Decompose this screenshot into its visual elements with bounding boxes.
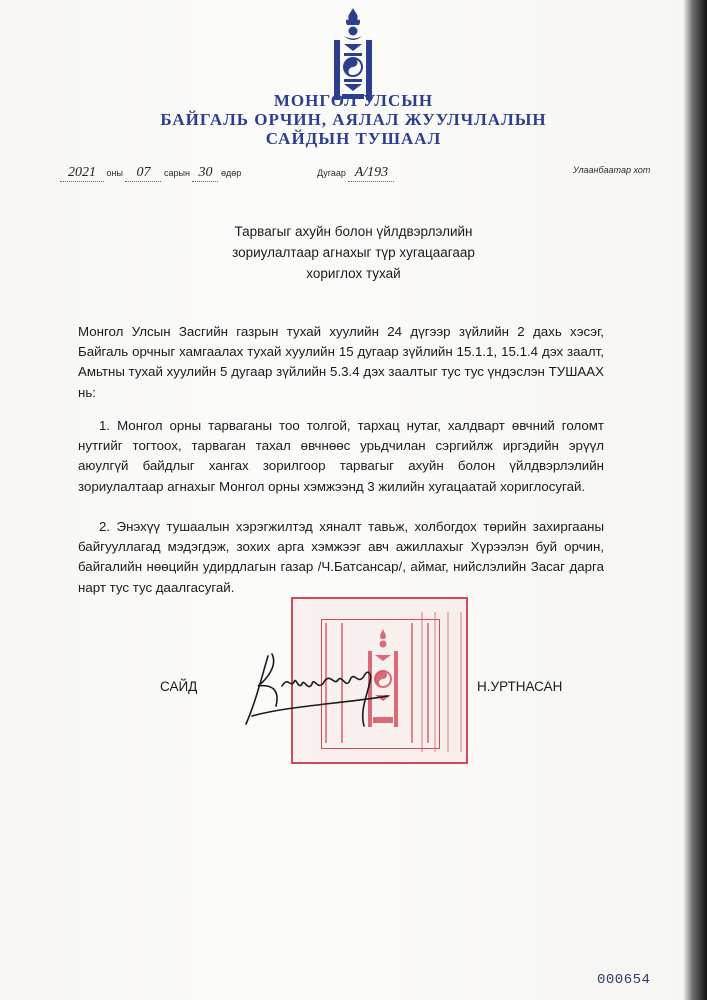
handwritten-signature [238, 646, 408, 736]
seal-script-column [427, 623, 447, 743]
soyombo-emblem-icon [326, 6, 380, 102]
date-year: 2021 [60, 165, 104, 182]
seal-ink-trace [447, 612, 449, 752]
number-label: Дугаар [317, 168, 346, 178]
subject-line-3: хориглох тухай [306, 266, 401, 281]
day-label: өдөр [220, 168, 242, 178]
signatory-name: Н.УРТНАСАН [477, 679, 563, 694]
signatory-title: САЙД [160, 679, 198, 694]
header-country: МОНГОЛ УЛСЫН [273, 91, 434, 110]
subject-line-1: Тарвагыг ахуйн болон үйлдвэрлэлийн [234, 224, 473, 239]
subject-line-2: зориулалтаар агнахыг түр хугацаагаар [232, 245, 475, 260]
number-line [317, 165, 394, 182]
order-subject [0, 221, 707, 284]
scan-edge-shadow [683, 0, 707, 1000]
date-month: 07 [125, 165, 161, 182]
date-day: 30 [192, 165, 218, 182]
header-order-title: САЙДЫН ТУШААЛ [265, 129, 442, 148]
seal-ink-trace [460, 612, 462, 752]
year-label: оны [106, 168, 123, 178]
order-item-1: 1. Монгол орны тарваганы тоо толгой, тархац нутаг, халдварт өвчний голомт нутгийг тогтоох, тарваган тахал өвчнөөс урьдчилан сэргийлж иргэдийн эрүүл аюулгүй байдлыг хангах зорилгоор тарвагыг ахуйн болон үйлдвэрлэлийн зориулалтаар агнахыг Монгол орны хэмжээнд 3 жилийн хугацаатай хориглосугай. [78, 418, 604, 494]
month-label: сарын [164, 168, 190, 178]
header-ministry: БАЙГАЛЬ ОРЧИН, АЯЛАЛ ЖУУЛЧЛАЛЫН [160, 110, 547, 129]
seal-ink-trace [434, 612, 436, 752]
order-number: А/193 [348, 165, 394, 182]
date-line [60, 165, 241, 182]
city: Улаанбаатар хот [573, 165, 651, 175]
serial-number: 000654 [597, 972, 651, 988]
preamble-paragraph: Монгол Улсын Засгийн газрын тухай хуулийн 24 дүгээр зүйлийн 2 дахь хэсэг, Байгаль орчныг хамгаалах тухай хуулийн 15 дугаар зүйлийн 15.1.1, 15.1.4 дэх заалт, Амьтны тухай хуулийн 5 дугаар зүйлийн 5.3.4 дэх заалтыг тус тус үндэслэн ТУШААХ нь: [78, 324, 604, 400]
seal-ink-trace [421, 612, 423, 752]
order-item-2: 2. Энэхүү тушаалын хэрэгжилтэд хяналт тавьж, холбогдох төрийн захиргааны байгууллагад мэдэгдэж, зохих арга хэмжээг авч ажиллахыг Хүрээлэн буй орчин, байгалийн нөөцийн удирдлагын газар /Ч.Батсансар/, аймаг, нийслэлийн Засаг дарга нарт тус тус даалгасугай. [78, 519, 604, 595]
